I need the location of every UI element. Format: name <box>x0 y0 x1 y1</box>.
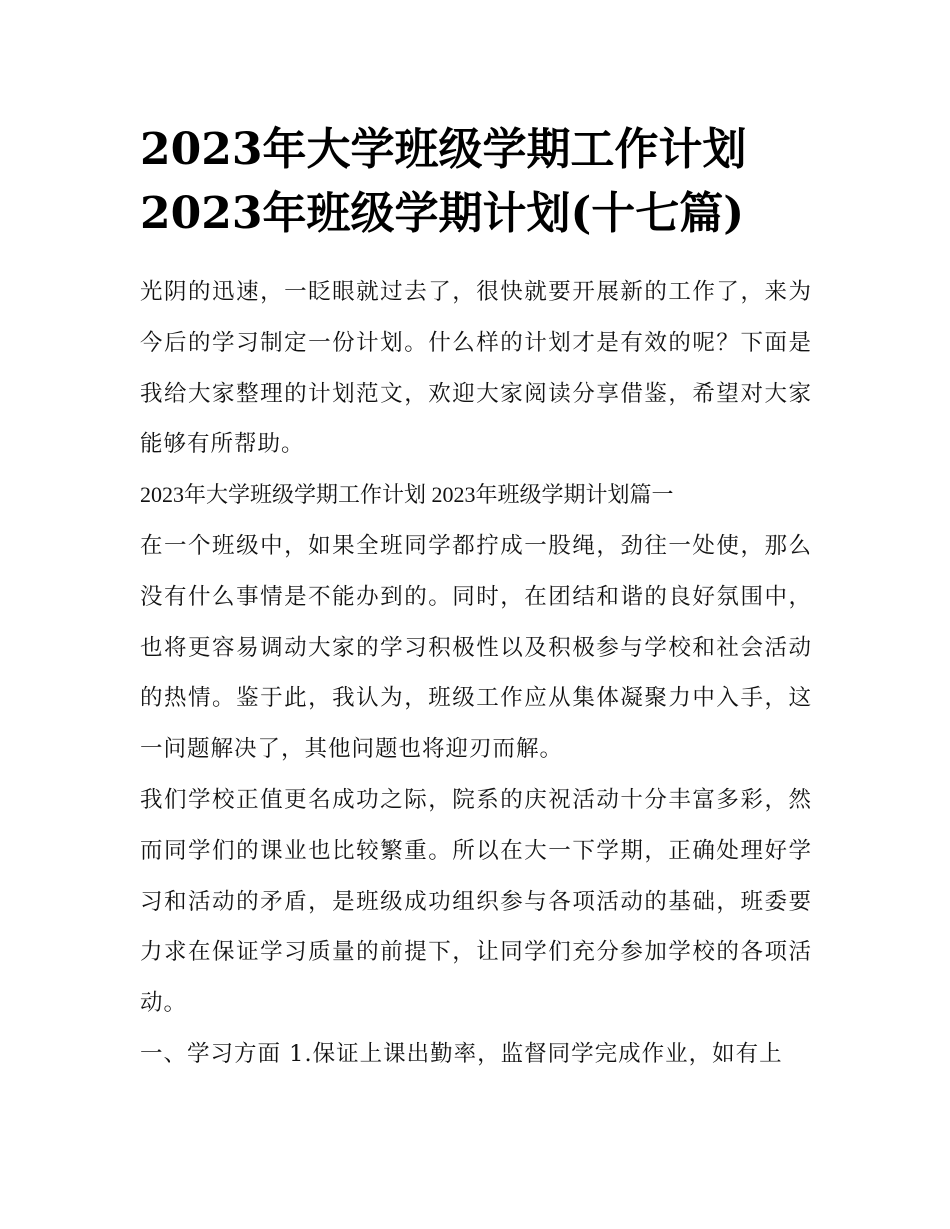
body-paragraph: 一、学习方面 1.保证上课出勤率，监督同学完成作业，如有上 <box>140 1040 783 1067</box>
document-body <box>140 267 812 1080</box>
body-paragraph: 我们学校正值更名成功之际，院系的庆祝活动十分丰富多彩，然而同学们的课业也比较繁重。所以在大一下学期，正确处理好学习和活动的矛盾，是班级成功组织参与各项活动的基础，班委要力求在保证学习质量的前提下，让同学们充分参加学校的各项活动。 <box>140 786 812 1017</box>
title-line-2: 2023年班级学期计划(十七篇) <box>140 188 745 239</box>
title-line-1: 2023年大学班级学期工作计划 <box>140 124 747 175</box>
document-page <box>140 118 812 1080</box>
body-paragraph: 在一个班级中，如果全班同学都拧成一股绳，劲往一处使，那么没有什么事情是不能办到的。同时，在团结和谐的良好氛围中，也将更容易调动大家的学习积极性以及积极参与学校和社会活动的热情。鉴于此，我认为，班级工作应从集体凝聚力中入手，这一问题解决了，其他问题也将迎刃而解。 <box>140 532 812 763</box>
section-heading: 2023年大学班级学期工作计划 2023年班级学期计划篇一 <box>140 482 674 508</box>
intro-paragraph: 光阴的迅速，一眨眼就过去了，很快就要开展新的工作了，来为今后的学习制定一份计划。什么样的计划才是有效的呢？下面是我给大家整理的计划范文，欢迎大家阅读分享借鉴，希望对大家能够有所帮助。 <box>140 279 812 458</box>
document-title <box>140 118 812 246</box>
